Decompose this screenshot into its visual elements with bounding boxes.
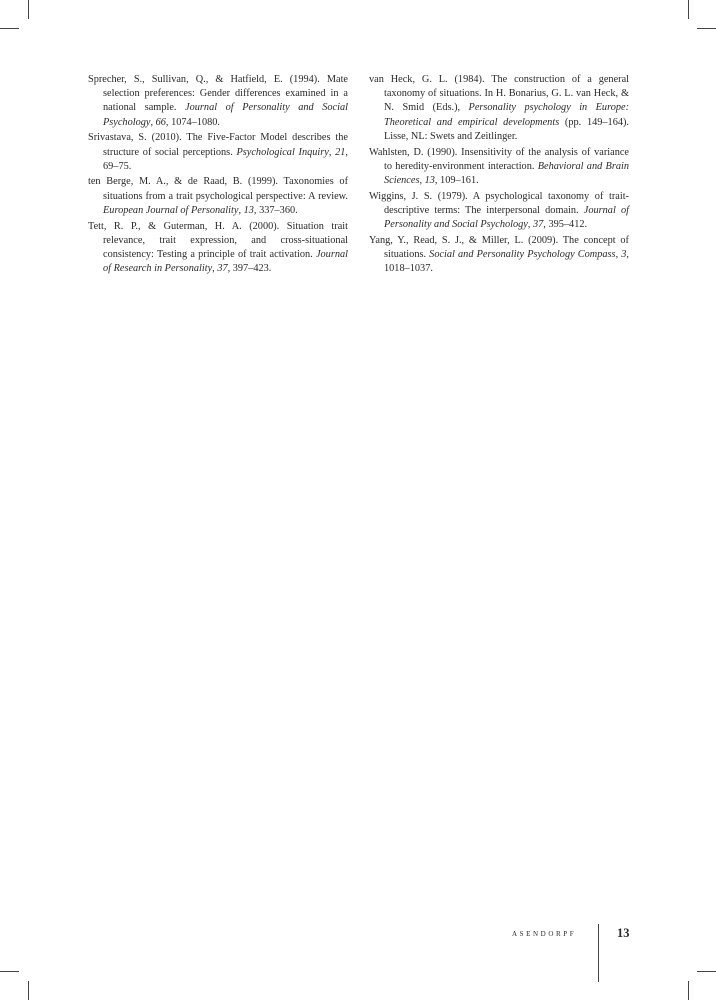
references-right-column: [369, 73, 629, 278]
reference-entry: van Heck, G. L. (1984). The construction of a general taxonomy of situations. In H. Bonarius, G. L. van Heck, & N. Smid (Eds.), Personality psychology in Europe: Theoretical and empirical developments (pp. 149–164). Lisse, NL: Swets and Zeitlinger.: [369, 74, 630, 142]
crop-mark-bottom-left-v: [28, 981, 29, 1000]
running-footer-author: asendorpf: [512, 928, 577, 939]
reference-entry: Wahlsten, D. (1990). Insensitivity of the analysis of variance to heredity-environment interaction. Behavioral and Brain Sciences, 13, 109–161.: [369, 146, 629, 186]
crop-mark-top-left-v: [28, 0, 29, 19]
reference-entry: Yang, Y., Read, S. J., & Miller, L. (2009). The concept of situations. Social and Personality Psychology Compass, 3, 1018–1037.: [369, 234, 629, 275]
crop-mark-top-right-v: [688, 0, 689, 19]
reference-entry: Sprecher, S., Sullivan, Q., & Hatfield, E. (1994). Mate selection preferences: Gender differences examined in a national sample. Journal of Personality and Social Psychology, 66, 1074–1080.: [88, 74, 348, 128]
crop-mark-bottom-left-h: [0, 971, 19, 972]
crop-mark-bottom-right-v: [688, 981, 689, 1000]
crop-mark-top-right-h: [697, 28, 716, 29]
reference-entry: Srivastava, S. (2010). The Five-Factor Model describes the structure of social perceptions. Psychological Inquiry, 21, 69–75.: [88, 132, 348, 172]
page-number: 13: [617, 926, 630, 940]
footer-divider: [598, 924, 599, 982]
reference-entry: ten Berge, M. A., & de Raad, B. (1999). Taxonomies of situations from a trait psychological perspective: A review. European Journal of Personality, 13, 337–360.: [88, 176, 348, 216]
crop-mark-top-left-h: [0, 28, 19, 29]
reference-entry: Wiggins, J. S. (1979). A psychological taxonomy of trait-descriptive terms: The interpersonal domain. Journal of Personality and Social Psychology, 37, 395–412.: [369, 190, 629, 231]
crop-mark-bottom-right-h: [697, 971, 716, 972]
reference-entry: Tett, R. P., & Guterman, H. A. (2000). Situation trait relevance, trait expression, and cross-situational consistency: Testing a principle of trait activation. Journal of Research in Personality, 37, 397–423.: [88, 220, 348, 275]
references-left-column: [88, 73, 348, 278]
